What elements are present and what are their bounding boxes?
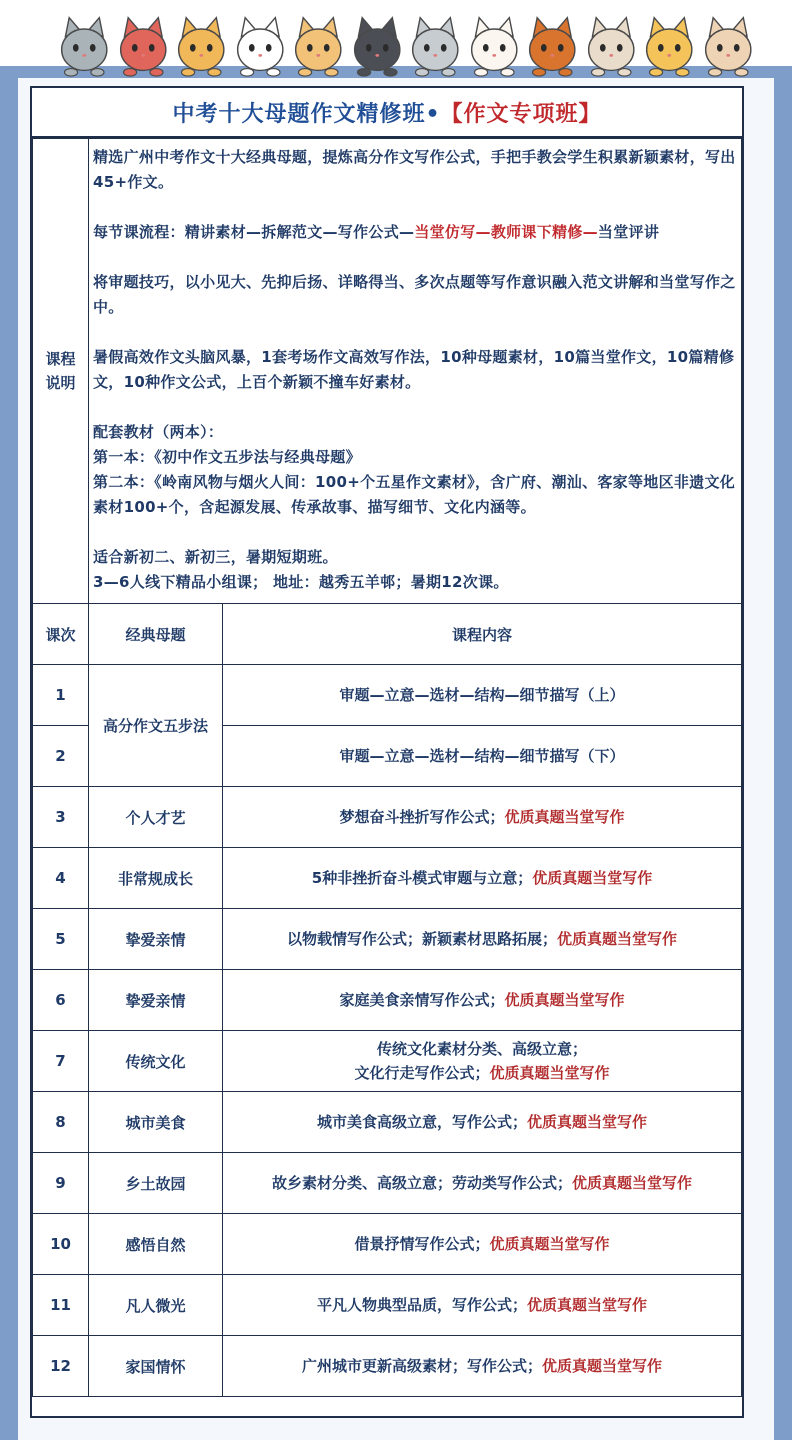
lesson-content [223, 848, 742, 909]
lesson-topic: 感悟自然 [89, 1214, 223, 1275]
lesson-content [223, 970, 742, 1031]
lesson-number: 3 [33, 787, 89, 848]
content-text: 以物载情写作公式；新颖素材思路拓展； [286, 930, 557, 948]
label-line-1: 课程 [45, 350, 76, 368]
desc-p4: 暑假高效作文头脑风暴，1套考场作文高效写作法，10种母题素材，10篇当堂作文，10篇精修文，10种作文公式，上百个新颖不撞车好素材。 [93, 348, 735, 391]
content-text: 借景抒情写作公式； [354, 1235, 490, 1253]
table-row [33, 1275, 742, 1336]
lesson-number: 6 [33, 970, 89, 1031]
red-cat-icon [115, 12, 172, 78]
lesson-number: 10 [33, 1214, 89, 1275]
content-text: 5种非挫折奋斗模式审题与立意； [311, 869, 533, 887]
course-table [32, 138, 742, 1397]
yellow-cat-icon [641, 12, 698, 78]
lesson-number: 1 [33, 665, 89, 726]
desc-p5-title: 配套教材（两本）： [93, 423, 224, 441]
lesson-topic: 挚爱亲情 [89, 970, 223, 1031]
ginger-cat-icon [524, 12, 581, 78]
table-header [33, 604, 742, 665]
title-highlight: 【作文专项班】 [440, 101, 602, 127]
lesson-topic: 非常规成长 [89, 848, 223, 909]
table-row [33, 1214, 742, 1275]
calico-cat-icon [466, 12, 523, 78]
table-row [33, 1092, 742, 1153]
orange-white-cat-icon [290, 12, 347, 78]
siamese-cat-icon [583, 12, 640, 78]
p2-prefix: 每节课流程：精讲素材—拆解范文—写作公式— [93, 223, 415, 241]
content-red: 优质真题当堂写作 [557, 930, 678, 948]
label-line-2: 说明 [45, 374, 76, 392]
header-topic: 经典母题 [89, 604, 223, 665]
lesson-topic: 高分作文五步法 [89, 665, 223, 787]
lesson-number: 7 [33, 1031, 89, 1092]
course-sheet [30, 86, 744, 1418]
lesson-topic: 个人才艺 [89, 787, 223, 848]
content-red: 优质真题当堂写作 [504, 808, 625, 826]
table-row [33, 787, 742, 848]
tabby-cat-icon [700, 12, 757, 78]
desc-p2 [93, 220, 737, 245]
lesson-content [223, 1275, 742, 1336]
table-row [33, 665, 742, 726]
description-row [33, 139, 742, 604]
lesson-topic: 城市美食 [89, 1092, 223, 1153]
lesson-content [223, 909, 742, 970]
tuxedo-cat-icon [232, 12, 289, 78]
page-title [32, 88, 742, 138]
description-label [33, 139, 89, 604]
lesson-topic: 家国情怀 [89, 1336, 223, 1397]
content-red: 优质真题当堂写作 [572, 1174, 693, 1192]
lesson-topic: 凡人微光 [89, 1275, 223, 1336]
lesson-content [223, 1214, 742, 1275]
lesson-number: 9 [33, 1153, 89, 1214]
lesson-content [223, 1336, 742, 1397]
p2-highlight: 当堂仿写—教师课下精修— [414, 223, 598, 241]
content-red: 优质真题当堂写作 [527, 1296, 648, 1314]
content-red: 优质真题当堂写作 [527, 1113, 648, 1131]
content-text: 城市美食高级立意，写作公式； [316, 1113, 527, 1131]
lesson-number: 8 [33, 1092, 89, 1153]
lesson-topic: 挚爱亲情 [89, 909, 223, 970]
title-main: 中考十大母题作文精修班• [172, 101, 441, 127]
content-red: 优质真题当堂写作 [489, 1064, 610, 1082]
lesson-number: 5 [33, 909, 89, 970]
desc-p5-book2: 第二本：《岭南风物与烟火人间：100+个五星作文素材》，含广府、潮汕、客家等地区非遗文化素材100+个，含起源发展、传承故事、描写细节、文化内涵等。 [93, 473, 736, 516]
lesson-content: 审题—立意—选材—结构—细节描写（上） [223, 665, 742, 726]
content-text: 家庭美食亲情写作公式； [339, 991, 505, 1009]
lesson-topic: 传统文化 [89, 1031, 223, 1092]
content-red: 优质真题当堂写作 [489, 1235, 610, 1253]
table-row [33, 1153, 742, 1214]
desc-p6-line2: 3—6人线下精品小组课； 地址：越秀五羊邨；暑期12次课。 [93, 573, 509, 591]
cat-banner [56, 6, 756, 78]
desc-p6-line1: 适合新初二、新初三，暑期短期班。 [93, 548, 338, 566]
table-row [33, 970, 742, 1031]
content-text: 平凡人物典型品质，写作公式； [316, 1296, 527, 1314]
table-row [33, 1336, 742, 1397]
table-row [33, 1031, 742, 1092]
content-text: 梦想奋斗挫折写作公式； [339, 808, 505, 826]
lesson-content [223, 1153, 742, 1214]
table-row [33, 909, 742, 970]
table-row [33, 848, 742, 909]
content-line-1: 传统文化素材分类、高级立意； [376, 1040, 587, 1058]
lesson-content [223, 1031, 742, 1092]
lesson-number: 12 [33, 1336, 89, 1397]
content-text: 文化行走写作公式； [354, 1064, 490, 1082]
content-red: 优质真题当堂写作 [504, 991, 625, 1009]
orange-cat-icon [173, 12, 230, 78]
lesson-number: 11 [33, 1275, 89, 1336]
lesson-number: 4 [33, 848, 89, 909]
lesson-content [223, 1092, 742, 1153]
black-cat-icon [349, 12, 406, 78]
lesson-content: 审题—立意—选材—结构—细节描写（下） [223, 726, 742, 787]
content-text: 故乡素材分类、高级立意；劳动类写作公式； [271, 1174, 572, 1192]
gray-cat-icon [56, 12, 113, 78]
content-red: 优质真题当堂写作 [542, 1357, 663, 1375]
content-red: 优质真题当堂写作 [532, 869, 653, 887]
lesson-content [223, 787, 742, 848]
header-content: 课程内容 [223, 604, 742, 665]
desc-p3: 将审题技巧，以小见大、先抑后扬、详略得当、多次点题等写作意识融入范文讲解和当堂写作之中。 [93, 273, 736, 316]
p2-suffix: 当堂评讲 [597, 223, 660, 241]
content-text: 广州城市更新高级素材；写作公式； [301, 1357, 542, 1375]
desc-p5-book1: 第一本：《初中作文五步法与经典母题》 [93, 448, 361, 466]
lesson-topic: 乡土故园 [89, 1153, 223, 1214]
description-body [89, 139, 742, 604]
gray-white-cat-icon [407, 12, 464, 78]
lesson-number: 2 [33, 726, 89, 787]
desc-p1: 精选广州中考作文十大经典母题，提炼高分作文写作公式，手把手教会学生积累新颖素材，写出45+作文。 [93, 148, 736, 191]
header-lesson: 课次 [33, 604, 89, 665]
